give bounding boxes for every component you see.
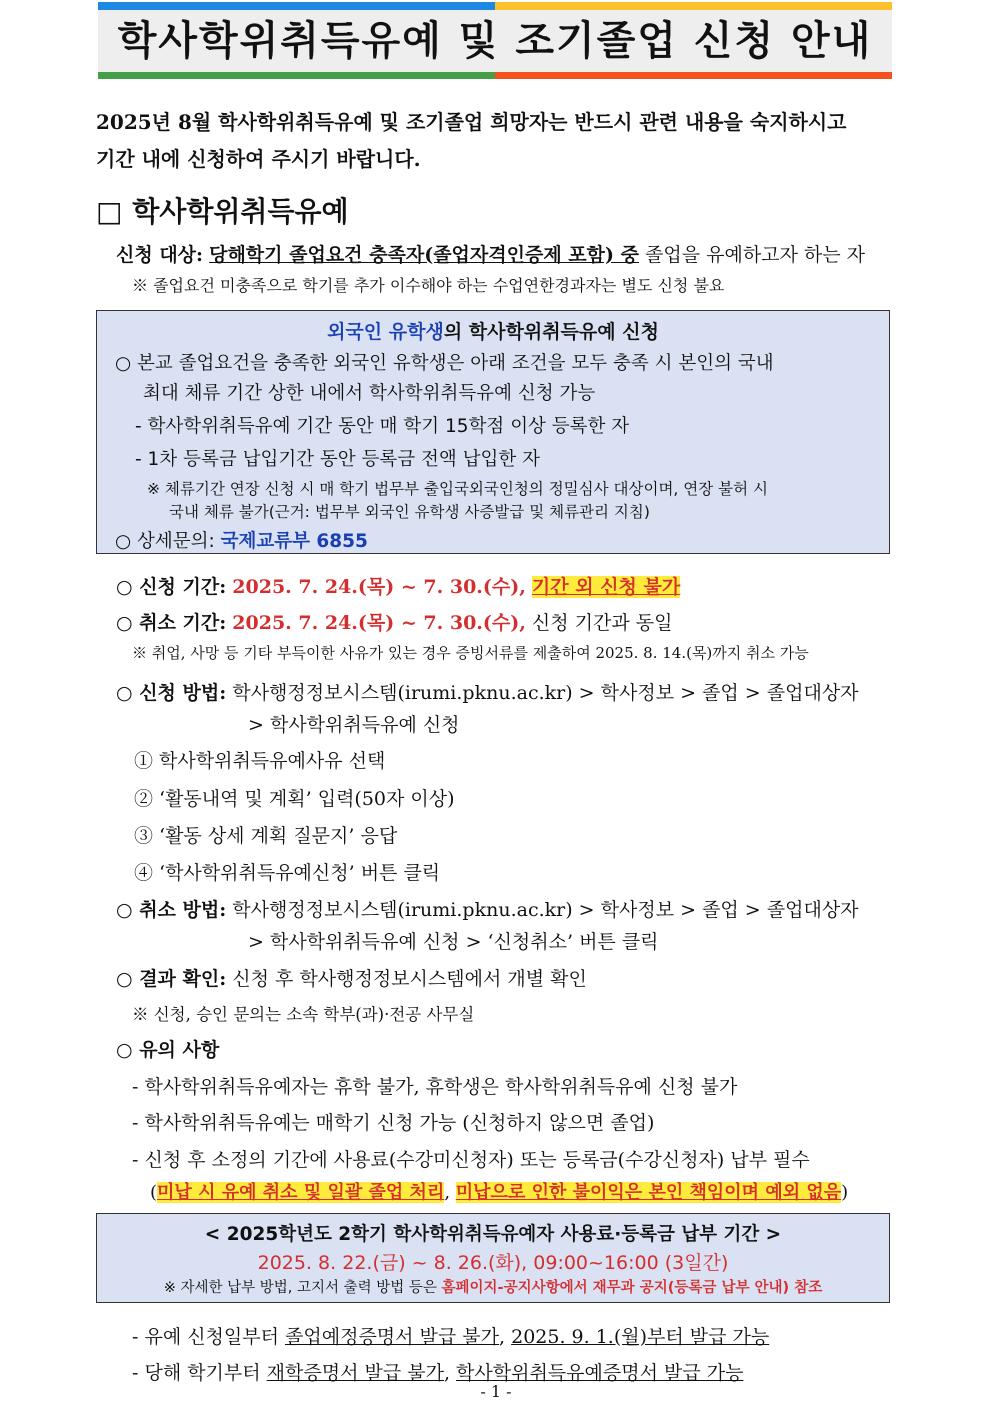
cancel-period-line: [116, 608, 672, 635]
cancel-period-note: ※ 취업, 사망 등 기타 부득이한 사유가 있는 경우 증빙서류를 제출하여 2025. 8. 14.(목)까지 취소 가능: [132, 644, 809, 662]
apply-step-1: ① 학사학위취득유예사유 선택: [134, 750, 386, 772]
foreign-contact-value: 국제교류부 6855: [220, 531, 368, 552]
payment-note-link: 홈페이지-공지사항에서 재무과 공지(등록금 납부 안내) 참조: [441, 1280, 823, 1296]
caution-item-1: - 학사학위취득유예자는 휴학 불가, 휴학생은 학사학위취득유예 신청 불가: [132, 1076, 738, 1098]
title-banner: [98, 2, 892, 80]
caution-item-3: - 신청 후 소정의 기간에 사용료(수강미신청자) 또는 등록금(수강신청자) 납부 필수: [132, 1149, 810, 1171]
foreign-line-2: 최대 체류 기간 상한 내에서 학사학위취득유예 신청 가능: [143, 383, 596, 404]
target-note: ※ 졸업요건 미충족으로 학기를 추가 이수해야 하는 수업연한경과자는 별도 신청 불요: [132, 276, 725, 295]
footer-item-2-prefix: - 당해 학기부터: [132, 1362, 261, 1384]
target-label: 신청 대상:: [116, 244, 204, 266]
footer-item-2-underlined-1: 재학증명서 발급 불가: [266, 1362, 444, 1384]
section-heading: [96, 190, 349, 230]
caution-paren-open: (: [150, 1182, 158, 1203]
caution-item-2: - 학사학위취득유예는 매학기 신청 가능 (신청하지 않으면 졸업): [132, 1112, 655, 1134]
footer-item-2: [132, 1358, 743, 1385]
caution-paren-close: ): [841, 1182, 849, 1203]
footer-item-1-underlined-1: 졸업예정증명서 발급 불가: [285, 1326, 500, 1348]
foreign-note-2: 국내 체류 불가(근거: 법무부 외국인 유학생 사증발급 및 체류관리 지침): [169, 503, 650, 521]
foreign-note-1: ※ 체류기간 연장 신청 시 매 학기 법무부 출입국외국인청의 정밀심사 대상이며, 연장 불허 시: [147, 480, 768, 498]
foreign-student-box: [96, 310, 890, 554]
foreign-contact: [115, 527, 368, 553]
payment-period-box: [96, 1213, 890, 1303]
payment-box-title: < 2025학년도 2학기 학사학위취득유예자 사용료·등록금 납부 기간 >: [204, 1224, 782, 1245]
cautions-label: ○ 유의 사항: [116, 1039, 220, 1061]
caution-item-3-detail: [150, 1178, 848, 1204]
footer-item-1: [132, 1322, 769, 1349]
title-bar-green: [98, 72, 495, 79]
foreign-line-1: ○ 본교 졸업요건을 충족한 외국인 유학생은 아래 조건을 모두 충족 시 본인의 국내: [115, 353, 774, 374]
cancel-method-label: ○ 취소 방법:: [116, 899, 227, 921]
foreign-contact-label: ○ 상세문의:: [115, 531, 215, 552]
apply-period-label: ○ 신청 기간:: [116, 576, 227, 598]
foreign-box-title-blue: 외국인 유학생: [327, 321, 444, 343]
page-title: 학사학위취득유예 및 조기졸업 신청 안내: [117, 18, 873, 64]
foreign-box-title-rest: 의 학사학위취득유예 신청: [443, 321, 659, 343]
apply-step-3: ③ ‘활동 상세 계획 질문지’ 응답: [134, 825, 398, 847]
cancel-period-label: ○ 취소 기간:: [116, 612, 227, 634]
section-title: 학사학위취득유예: [132, 195, 349, 228]
title-bar-orange: [495, 72, 892, 79]
apply-method-path: 학사행정정보시스템(irumi.pknu.ac.kr) > 학사정보 > 졸업 > 졸업대상자: [232, 682, 859, 704]
result-note: ※ 신청, 승인 문의는 소속 학부(과)·전공 사무실: [132, 1005, 475, 1024]
payment-box-dates: 2025. 8. 22.(금) ~ 8. 26.(화), 09:00~16:00 (3일간): [257, 1252, 729, 1274]
apply-period-dates: 2025. 7. 24.(목) ~ 7. 30.(수),: [232, 576, 526, 598]
page-number: - 1 -: [480, 1382, 512, 1401]
apply-method-line-1: [116, 678, 859, 705]
result-line: [116, 964, 587, 991]
title-bar-yellow: [495, 2, 892, 10]
cancel-period-dates: 2025. 7. 24.(목) ~ 7. 30.(수),: [232, 612, 526, 634]
cancel-method-path: 학사행정정보시스템(irumi.pknu.ac.kr) > 학사정보 > 졸업 > 졸업대상자: [232, 899, 859, 921]
apply-step-2: ② ‘활동내역 및 계획’ 입력(50자 이상): [134, 788, 455, 810]
footer-item-1-separator: ,: [499, 1326, 506, 1348]
footer-item-2-separator: ,: [443, 1362, 450, 1384]
cancel-method-line-1: [116, 895, 859, 922]
apply-method-label: ○ 신청 방법:: [116, 682, 227, 704]
cancel-method-line-2: > 학사학위취득유예 신청 > ‘신청취소’ 버튼 클릭: [248, 931, 659, 953]
result-label: ○ 결과 확인:: [116, 968, 227, 990]
apply-step-4: ④ ‘학사학위취득유예신청’ 버튼 클릭: [134, 862, 441, 884]
caution-separator: ,: [444, 1182, 456, 1203]
caution-warning-2: 미납으로 인한 불이익은 본인 책임이며 예외 없음: [455, 1182, 842, 1203]
foreign-condition-2: - 1차 등록금 납입기간 동안 등록금 전액 납입한 자: [135, 449, 541, 470]
target-rest: 졸업을 유예하고자 하는 자: [645, 244, 866, 266]
target-line: [116, 240, 865, 267]
section-bullet: □: [96, 195, 123, 228]
intro-line-1: 2025년 8월 학사학위취득유예 및 조기졸업 희망자는 반드시 관련 내용을 숙지하시고: [96, 110, 847, 134]
apply-method-line-2: > 학사학위취득유예 신청: [248, 714, 460, 736]
footer-item-1-prefix: - 유예 신청일부터: [132, 1326, 279, 1348]
payment-note-prefix: ※ 자세한 납부 방법, 고지서 출력 방법 등은: [163, 1280, 437, 1296]
apply-period-warning: 기간 외 신청 불가: [531, 576, 681, 598]
caution-warning-1: 미납 시 유예 취소 및 일괄 졸업 처리: [157, 1182, 445, 1203]
payment-box-note: [97, 1276, 889, 1297]
target-underlined: 당해학기 졸업요건 충족자(졸업자격인증제 포함) 중: [209, 244, 639, 266]
footer-item-1-underlined-2: 2025. 9. 1.(월)부터 발급 가능: [511, 1326, 770, 1348]
intro-line-2: 기간 내에 신청하여 주시기 바랍니다.: [96, 147, 421, 171]
foreign-condition-1: - 학사학위취득유예 기간 동안 매 학기 15학점 이상 등록한 자: [135, 416, 630, 437]
title-bar-blue: [98, 2, 495, 10]
foreign-box-title: [97, 317, 889, 344]
cancel-period-rest: 신청 기간과 동일: [531, 612, 673, 634]
footer-item-2-underlined-2: 학사학위취득유예증명서 발급 가능: [456, 1362, 744, 1384]
apply-period-line: [116, 572, 680, 599]
result-rest: 신청 후 학사행정정보시스템에서 개별 확인: [232, 968, 587, 990]
